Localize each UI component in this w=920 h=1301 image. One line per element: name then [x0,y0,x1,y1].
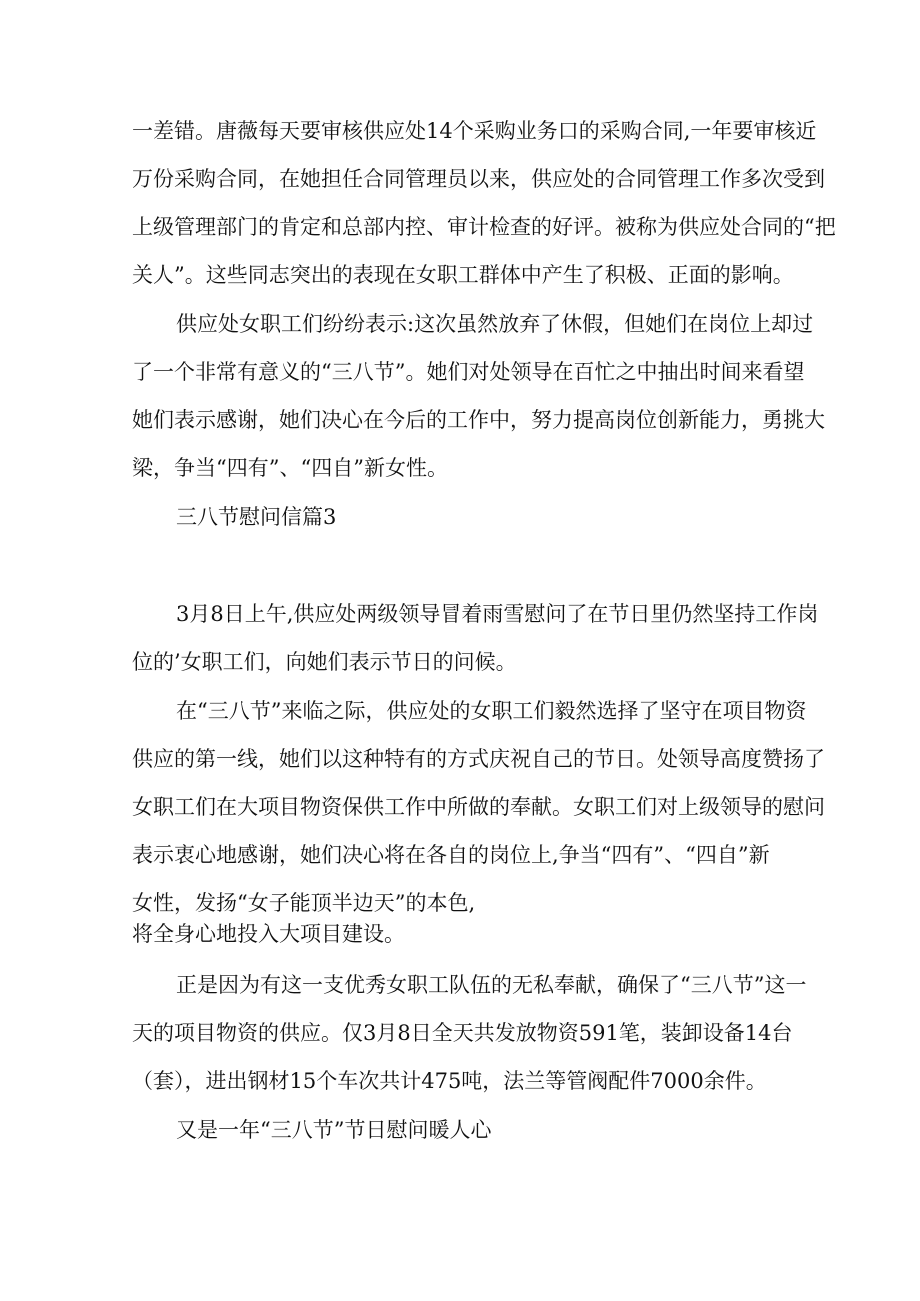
paragraph-4-line-5: 女性，发扬“女子能顶半边天”的本色, [132,891,476,915]
paragraph-4-line-4: 表示衷心地感谢，她们决心将在各自的岗位上,争当“四有”、“四自”新 [132,843,770,867]
paragraph-2-line-1: 供应处女职工们纷纷表示:这次虽然放弃了休假，但她们在岗位上却过 [176,312,814,336]
paragraph-1-line-4: 关人”。这些同志突出的表现在女职工群体中产生了积极、正面的影响。 [132,263,794,287]
paragraph-2-line-2: 了一个非常有意义的“三八节”。她们对处领导在百忙之中抽出时间来看望 [132,360,805,384]
paragraph-4-line-1: 在“三八节”来临之际，供应处的女职工们毅然选择了坚守在项目物资 [176,699,807,723]
paragraph-5-line-3: （套），进出钢材15个车次共计475吨，法兰等管阀配件7000余件。 [132,1069,767,1093]
paragraph-4-line-6: 将全身心地投入大项目建设。 [132,922,405,946]
paragraph-5-line-1: 正是因为有这一支优秀女职工队伍的无私奉献，确保了“三八节”这一 [176,973,807,997]
paragraph-6-line-1: 又是一年“三八节”节日慰问暖人心 [176,1118,492,1142]
paragraph-4-line-3: 女职工们在大项目物资保供工作中所做的奉献。女职工们对上级领导的慰问 [132,795,825,819]
paragraph-2-line-3: 她们表示感谢，她们决心在今后的工作中，努力提高岗位创新能力，勇挑大 [132,408,825,432]
section-title: 三八节慰问信篇3 [176,505,337,529]
paragraph-5-line-2: 天的项目物资的供应。仅3月8日全天共发放物资591笔，装卸设备14台 [132,1021,793,1045]
paragraph-1-line-3: 上级管理部门的肯定和总部内控、审计检查的好评。被称为供应处合同的“把 [132,215,836,239]
paragraph-1-line-2: 万份采购合同，在她担任合同管理员以来，供应处的合同管理工作多次受到 [132,167,825,191]
paragraph-2-line-4: 梁，争当“四有”、“四自”新女性。 [132,456,448,480]
paragraph-3-line-2: 位的’女职工们，向她们表示节日的问候。 [132,650,517,674]
paragraph-1-line-1: 一差错。唐薇每天要审核供应处14个采购业务口的采购合同,一年要审核近 [132,119,817,143]
paragraph-4-line-2: 供应的第一线，她们以这种特有的方式庆祝自己的节日。处领导高度赞扬了 [132,747,825,771]
paragraph-3-line-1: 3月8日上午,供应处两级领导冒着雨雪慰问了在节日里仍然坚持工作岗 [176,602,819,626]
